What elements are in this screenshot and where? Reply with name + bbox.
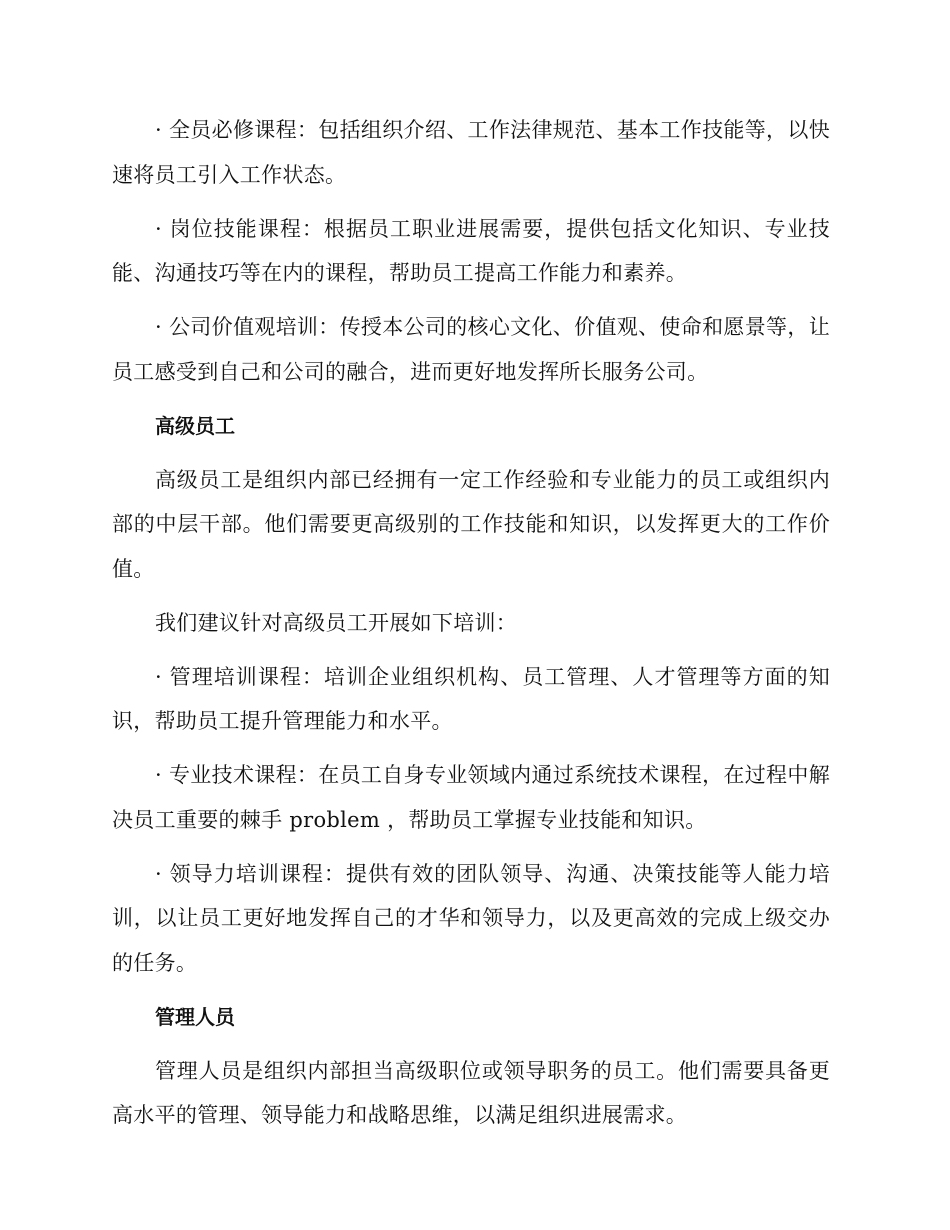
paragraph-training-suggestion: 我们建议针对高级员工开展如下培训：	[155, 610, 518, 635]
paragraph-senior-staff-intro: 高级员工是组织内部已经拥有一定工作经验和专业能力的员工或组织内部的中层干部。他们需要更高级别的工作技能和知识，以发挥更大的工作价值。	[112, 467, 830, 581]
paragraph-position-skill-courses: · 岗位技能课程：根据员工职业进展需要，提供包括文化知识、专业技能、沟通技巧等在内的课程，帮助员工提高工作能力和素养。	[112, 216, 830, 285]
paragraph-management-training: · 管理培训课程：培训企业组织机构、员工管理、人才管理等方面的知识，帮助员工提升管理能力和水平。	[112, 664, 830, 733]
paragraph-leadership-training: · 领导力培训课程：提供有效的团队领导、沟通、决策技能等人能力培训，以让员工更好地发挥自己的才华和领导力，以及更高效的完成上级交办的任务。	[112, 861, 830, 975]
section-heading-managers: 管理人员	[155, 1004, 235, 1029]
paragraph-mandatory-courses: · 全员必修课程：包括组织介绍、工作法律规范、基本工作技能等，以快速将员工引入工作状态。	[112, 118, 830, 187]
section-heading-senior-staff: 高级员工	[155, 413, 235, 438]
paragraph-managers-intro: 管理人员是组织内部担当高级职位或领导职务的员工。他们需要具备更高水平的管理、领导能力和战略思维，以满足组织进展需求。	[112, 1058, 830, 1127]
paragraph-technical-courses: · 专业技术课程：在员工自身专业领域内通过系统技术课程，在过程中解决员工重要的棘手 problem ，帮助员工掌握专业技能和知识。	[112, 763, 830, 832]
document-page	[112, 108, 830, 1138]
paragraph-company-values-training: · 公司价值观培训：传授本公司的核心文化、价值观、使命和愿景等，让员工感受到自己和公司的融合，进而更好地发挥所长服务公司。	[112, 315, 830, 384]
